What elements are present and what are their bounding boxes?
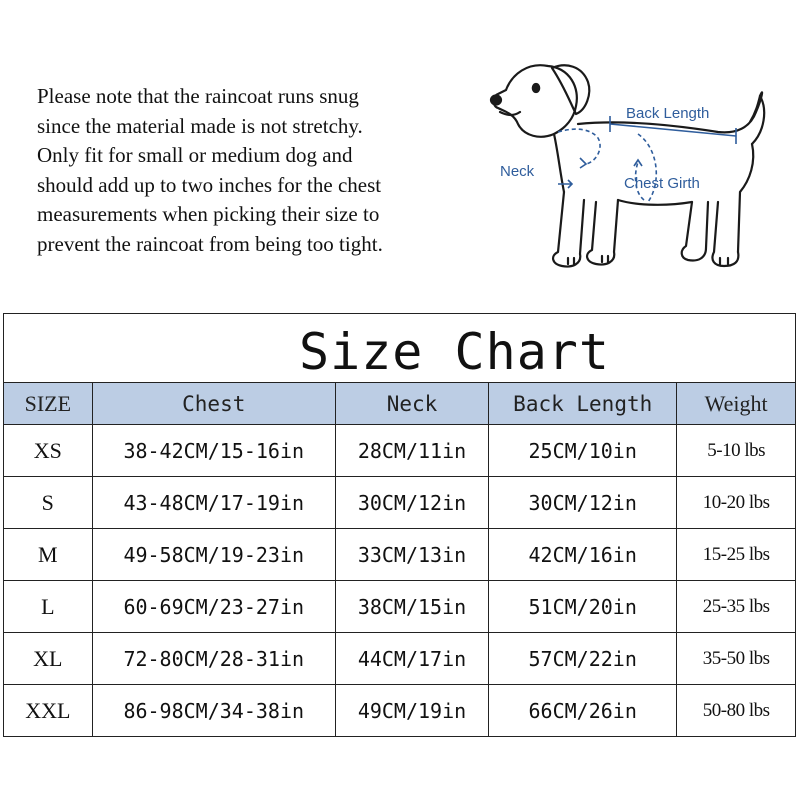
cell-chest: 38-42CM/15-16in <box>92 425 335 477</box>
fit-note-line: measurements when picking their size to <box>37 202 380 227</box>
cell-neck: 28CM/11in <box>335 425 488 477</box>
fit-note-line: prevent the raincoat from being too tight. <box>37 231 383 256</box>
cell-back-length: 66CM/26in <box>489 685 677 737</box>
fit-note-line: since the material made is not stretchy. <box>37 113 363 138</box>
cell-size: L <box>4 581 92 633</box>
chest-girth-label: Chest Girth <box>624 175 700 192</box>
dog-measurement-diagram <box>488 52 778 297</box>
fit-note-line: should add up to two inches for the chest <box>37 172 382 197</box>
table-header-row <box>4 383 795 425</box>
cell-neck: 49CM/19in <box>335 685 488 737</box>
cell-size: M <box>4 529 92 581</box>
table-row <box>4 685 795 737</box>
back-length-label: Back Length <box>626 105 710 122</box>
cell-weight: 5-10 lbs <box>677 425 795 477</box>
fit-note-line: Only fit for small or medium dog and <box>37 143 353 168</box>
cell-chest: 49-58CM/19-23in <box>92 529 335 581</box>
cell-back-length: 42CM/16in <box>489 529 677 581</box>
header-neck: Neck <box>335 383 488 425</box>
size-chart <box>3 313 796 737</box>
cell-back-length: 57CM/22in <box>489 633 677 685</box>
cell-size: XS <box>4 425 92 477</box>
header-back-length: Back Length <box>489 383 677 425</box>
cell-chest: 86-98CM/34-38in <box>92 685 335 737</box>
cell-weight: 10-20 lbs <box>677 477 795 529</box>
table-row <box>4 633 795 685</box>
size-chart-title-text: Size Chart <box>298 323 611 381</box>
cell-back-length: 30CM/12in <box>489 477 677 529</box>
cell-size: XXL <box>4 685 92 737</box>
fit-note <box>37 82 487 260</box>
cell-weight: 35-50 lbs <box>677 633 795 685</box>
neck-label: Neck <box>500 163 535 180</box>
cell-size: XL <box>4 633 92 685</box>
table-row <box>4 425 795 477</box>
cell-back-length: 25CM/10in <box>489 425 677 477</box>
table-row <box>4 581 795 633</box>
cell-weight: 25-35 lbs <box>677 581 795 633</box>
header-size: SIZE <box>4 383 92 425</box>
fit-note-line: Please note that the raincoat runs snug <box>37 84 359 108</box>
cell-weight: 15-25 lbs <box>677 529 795 581</box>
size-chart-title <box>4 314 795 383</box>
table-row <box>4 529 795 581</box>
header-chest: Chest <box>92 383 335 425</box>
cell-weight: 50-80 lbs <box>677 685 795 737</box>
cell-chest: 60-69CM/23-27in <box>92 581 335 633</box>
cell-back-length: 51CM/20in <box>489 581 677 633</box>
size-table <box>4 383 795 736</box>
cell-neck: 38CM/15in <box>335 581 488 633</box>
table-row <box>4 477 795 529</box>
cell-size: S <box>4 477 92 529</box>
cell-chest: 72-80CM/28-31in <box>92 633 335 685</box>
cell-neck: 44CM/17in <box>335 633 488 685</box>
cell-neck: 30CM/12in <box>335 477 488 529</box>
cell-chest: 43-48CM/17-19in <box>92 477 335 529</box>
header-weight: Weight <box>677 383 795 425</box>
cell-neck: 33CM/13in <box>335 529 488 581</box>
